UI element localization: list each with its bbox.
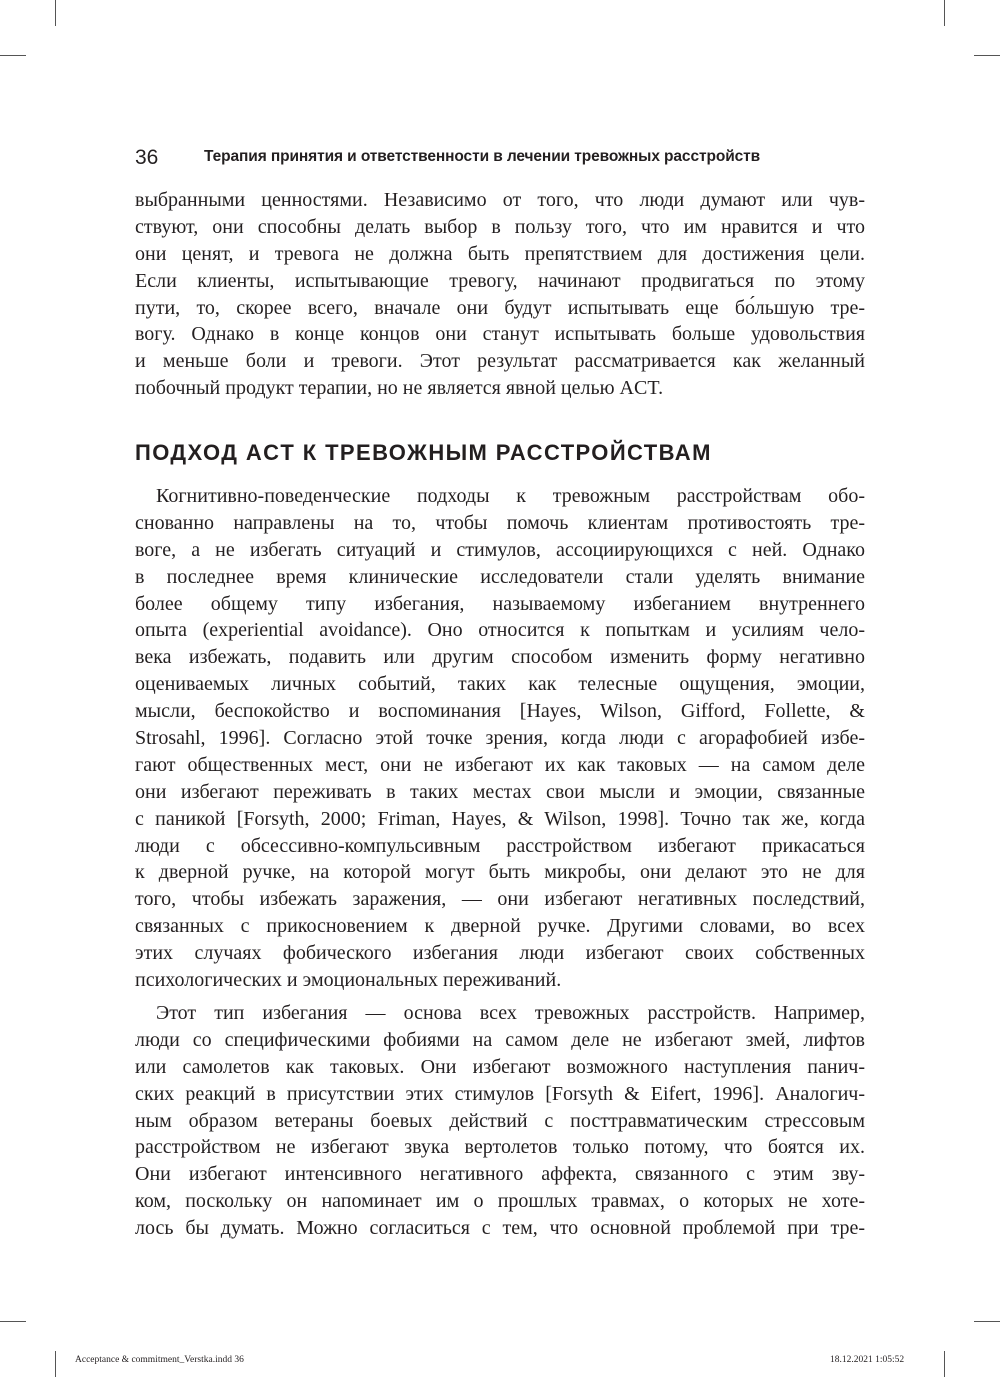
crop-mark-left-bottom	[0, 1321, 26, 1322]
text-line: лось бы думать. Можно согласиться с тем, что основной проблемой при тре-	[135, 1217, 865, 1240]
crop-mark-bottom-right	[944, 1351, 945, 1377]
paragraph-1	[135, 187, 865, 402]
text-line: они ценят, и тревога не должна быть препятствием для достижения цели.	[135, 242, 865, 265]
running-head	[135, 146, 865, 172]
text-line: побочный продукт терапии, но не является явной целью ACT.	[135, 377, 664, 400]
crop-mark-left-top	[0, 55, 26, 56]
text-line: или самолетов как таковых. Они избегают возможного наступления панич-	[135, 1055, 865, 1078]
running-head-title: Терапия принятия и ответственности в лечении тревожных расстройств	[204, 148, 761, 165]
text-line: в последнее время клинические исследователи стали уделять внимание	[135, 565, 865, 588]
text-line: века избежать, подавить или другим способом изменить форму негативно	[135, 646, 865, 669]
crop-mark-bottom-left	[55, 1351, 56, 1377]
text-line: и меньше боли и тревоги. Этот результат рассматривается как желанный	[135, 350, 865, 373]
text-line: расстройством не избегают звука вертолетов только потому, что боятся их.	[135, 1136, 865, 1159]
text-line: ком, поскольку он напоминает им о прошлых травмах, о которых не хоте-	[135, 1190, 865, 1213]
text-line: вогу. Однако в конце концов они станут испытывать больше удовольствия	[135, 323, 865, 346]
text-line: психологических и эмоциональных переживаний.	[135, 969, 562, 992]
text-line: мысли, беспокойство и воспоминания [Hayes, Wilson, Gifford, Follette, &	[135, 700, 865, 723]
footer-timestamp: 18.12.2021 1:05:52	[830, 1355, 905, 1365]
text-line: Они избегают интенсивного негативного аффекта, связанного с этим зву-	[135, 1163, 865, 1186]
crop-mark-right-top	[974, 55, 1000, 56]
text-line: они избегают переживать в таких местах свои мысли и эмоции, связанные	[135, 780, 865, 803]
footer-file-info: Acceptance & commitment_Verstka.indd 36	[75, 1355, 244, 1365]
text-line: гают общественных мест, они не избегают их как таковых — на самом деле	[135, 753, 865, 776]
text-line: ствуют, они способны делать выбор в пользу того, что им нравится и что	[135, 215, 865, 238]
text-line: люди с обсессивно-компульсивным расстройством избегают прикасаться	[135, 834, 865, 857]
text-line: люди со специфическими фобиями на самом деле не избегают змей, лифтов	[135, 1028, 865, 1051]
text-line: Strosahl, 1996]. Согласно этой точке зрения, когда люди с агорафобией избе-	[135, 727, 865, 750]
text-line: Когнитивно-поведенческие подходы к тревожным расстройствам обо-	[156, 485, 865, 507]
text-line: Этот тип избегания — основа всех тревожных расстройств. Например,	[156, 1002, 865, 1024]
crop-mark-top-right	[944, 0, 945, 26]
text-line: связанных с прикосновением к дверной ручке. Другими словами, во всех	[135, 915, 865, 938]
text-line: этих случаях фобического избегания люди избегают своих собственных	[135, 942, 865, 965]
text-line: с паникой [Forsyth, 2000; Friman, Hayes, & Wilson, 1998]. Точно так же, когда	[135, 807, 865, 830]
paragraph-2	[135, 483, 865, 994]
text-line: более общему типу избегания, называемому избеганием внутреннего	[135, 592, 865, 615]
text-line: снованно направлены на то, чтобы помочь клиентам противостоять тре-	[135, 511, 865, 534]
crop-mark-top-left	[55, 0, 56, 26]
section-heading: ПОДХОД ACT К ТРЕВОЖНЫМ РАССТРОЙСТВАМ	[135, 440, 712, 465]
text-line: воге, а не избегать ситуаций и стимулов, ассоциирующихся с ней. Однако	[135, 538, 865, 561]
text-line: ских реакций в присутствии этих стимулов [Forsyth & Eifert, 1996]. Аналогич-	[135, 1082, 865, 1105]
text-line: выбранными ценностями. Независимо от того, что люди думают или чув-	[135, 189, 865, 211]
text-line: ным образом ветераны боевых действий с посттравматическим стрессовым	[135, 1109, 865, 1132]
text-line: опыта (experiential avoidance). Оно относится к попыткам и усилиям чело-	[135, 619, 865, 642]
text-line: того, чтобы избежать заражения, — они избегают негативных последствий,	[135, 888, 865, 911]
text-line: оцениваемых личных событий, таких как телесные ощущения, эмоции,	[135, 673, 865, 696]
paragraph-3	[135, 1000, 865, 1242]
text-line: Если клиенты, испытывающие тревогу, начинают продвигаться по этому	[135, 269, 865, 292]
page-number: 36	[135, 146, 159, 169]
crop-mark-right-bottom	[974, 1321, 1000, 1322]
text-line: к дверной ручке, на которой могут быть микробы, они делают это не для	[135, 861, 865, 884]
text-line: пути, то, скорее всего, вначале они будут испытывать еще бо́льшую тре-	[135, 296, 865, 319]
